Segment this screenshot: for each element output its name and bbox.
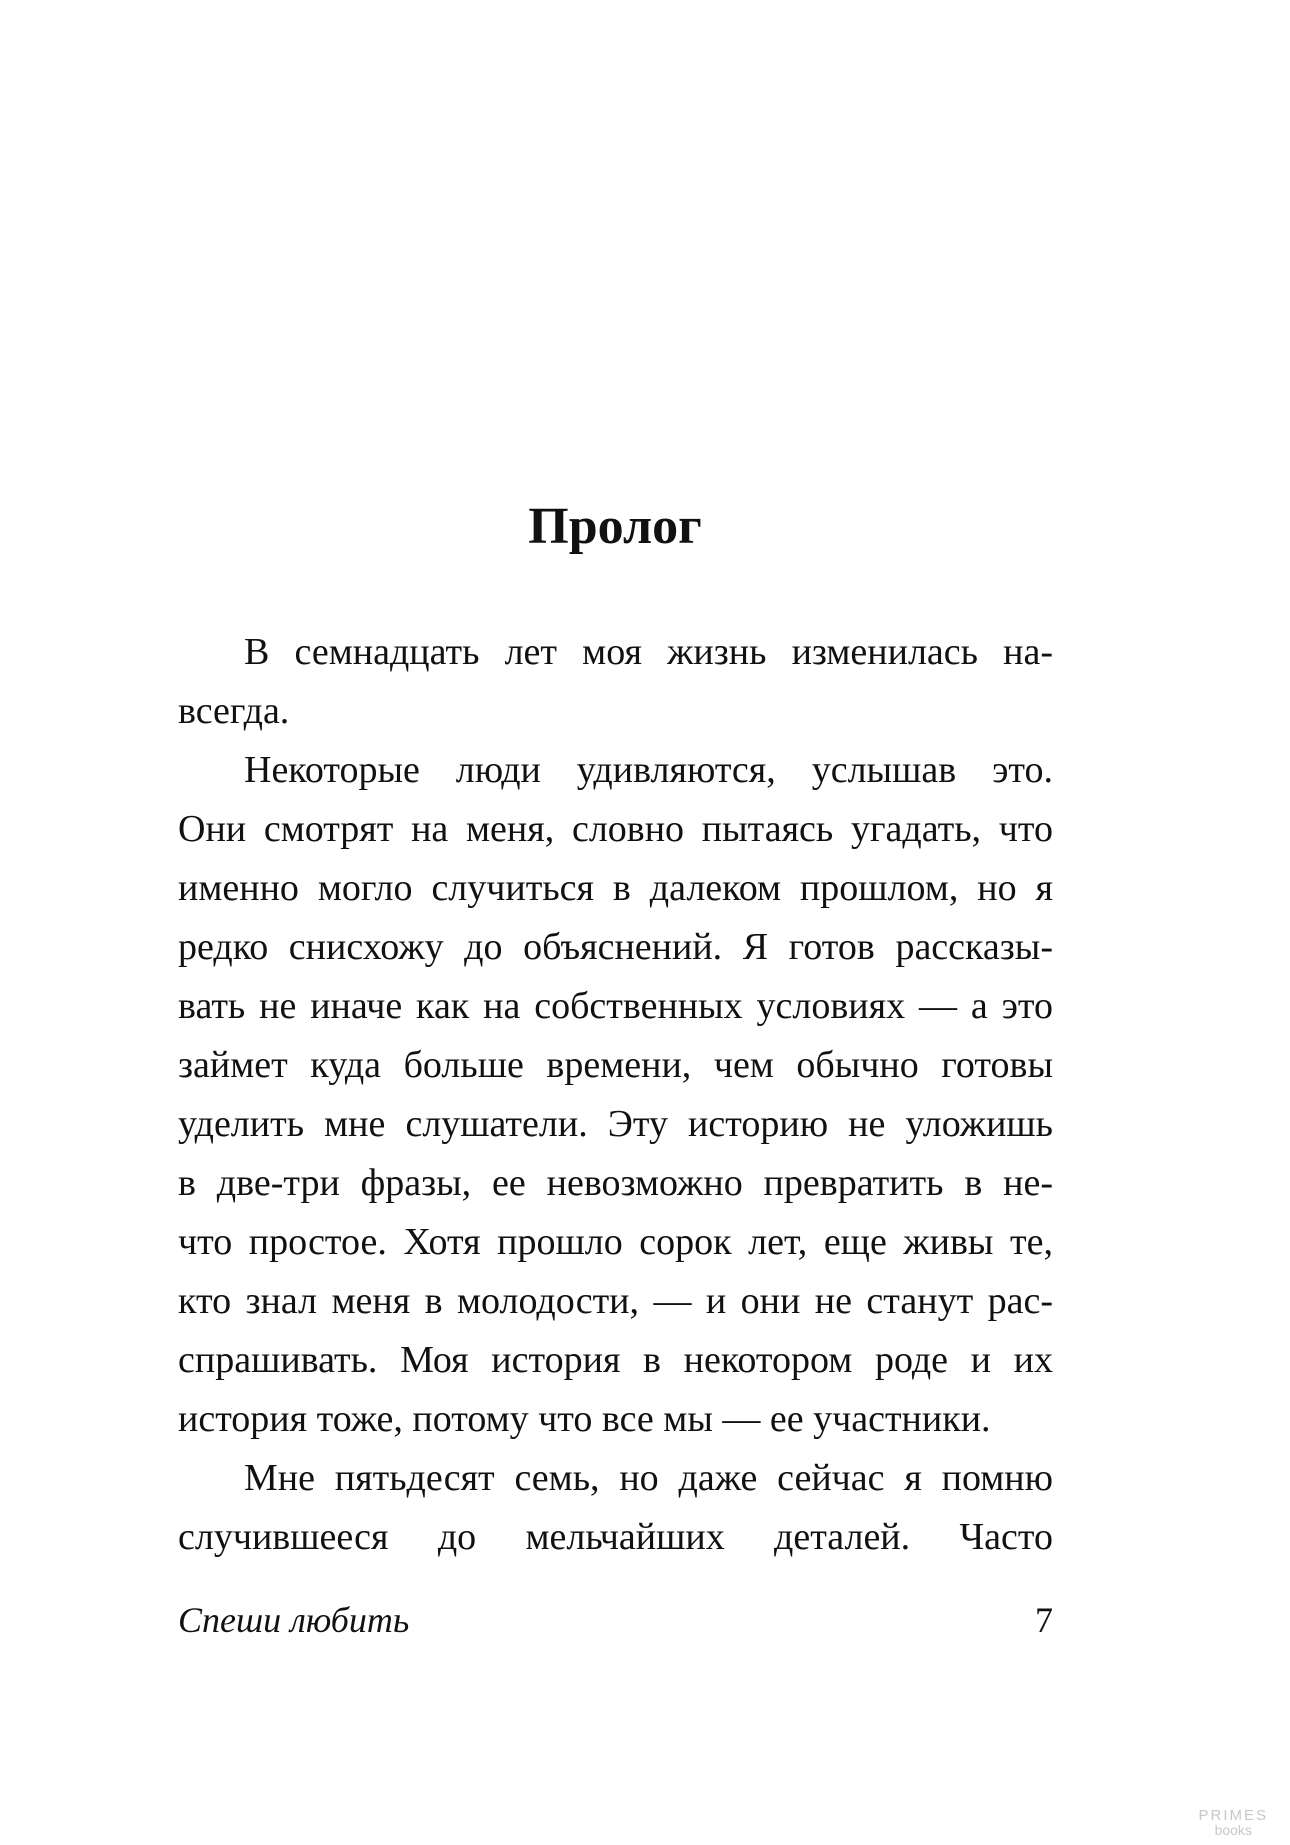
text-line: всегда. bbox=[178, 690, 290, 732]
watermark bbox=[1198, 1809, 1268, 1837]
text-line: в две-три фразы, ее невозможно превратить в не- bbox=[178, 1162, 1053, 1204]
text-line: займет куда больше времени, чем обычно готовы bbox=[178, 1044, 1053, 1086]
text-line: уделить мне слушатели. Эту историю не уложишь bbox=[178, 1103, 1053, 1145]
chapter-title: Пролог bbox=[528, 498, 702, 555]
text-line: Они смотрят на меня, словно пытаясь угадать, что bbox=[178, 808, 1053, 850]
watermark-sub: books bbox=[1214, 1822, 1252, 1838]
text-line: Некоторые люди удивляются, услышав это. bbox=[244, 749, 1053, 791]
text-line: именно могло случиться в далеком прошлом, но я bbox=[178, 867, 1053, 909]
text-line: Мне пятьдесят семь, но даже сейчас я помню bbox=[244, 1457, 1053, 1499]
text-line: история тоже, потому что все мы — ее участники. bbox=[178, 1398, 991, 1440]
body-text bbox=[178, 623, 1053, 1567]
text-line: спрашивать. Моя история в некотором роде и их bbox=[178, 1339, 1053, 1381]
watermark-brand: PRIMES bbox=[1198, 1807, 1268, 1824]
text-line: что простое. Хотя прошло сорок лет, еще живы те, bbox=[178, 1221, 1053, 1263]
text-line: кто знал меня в молодости, — и они не станут рас- bbox=[178, 1280, 1053, 1322]
text-line: В семнадцать лет моя жизнь изменилась на- bbox=[244, 631, 1053, 673]
text-line: случившееся до мельчайших деталей. Часто bbox=[178, 1516, 1053, 1558]
text-line: редко снисхожу до объяснений. Я готов рассказы- bbox=[178, 926, 1053, 968]
page-number: 7 bbox=[1035, 1600, 1053, 1640]
text-line: вать не иначе как на собственных условиях — а это bbox=[178, 985, 1053, 1027]
running-footer-title: Спеши любить bbox=[178, 1600, 410, 1640]
